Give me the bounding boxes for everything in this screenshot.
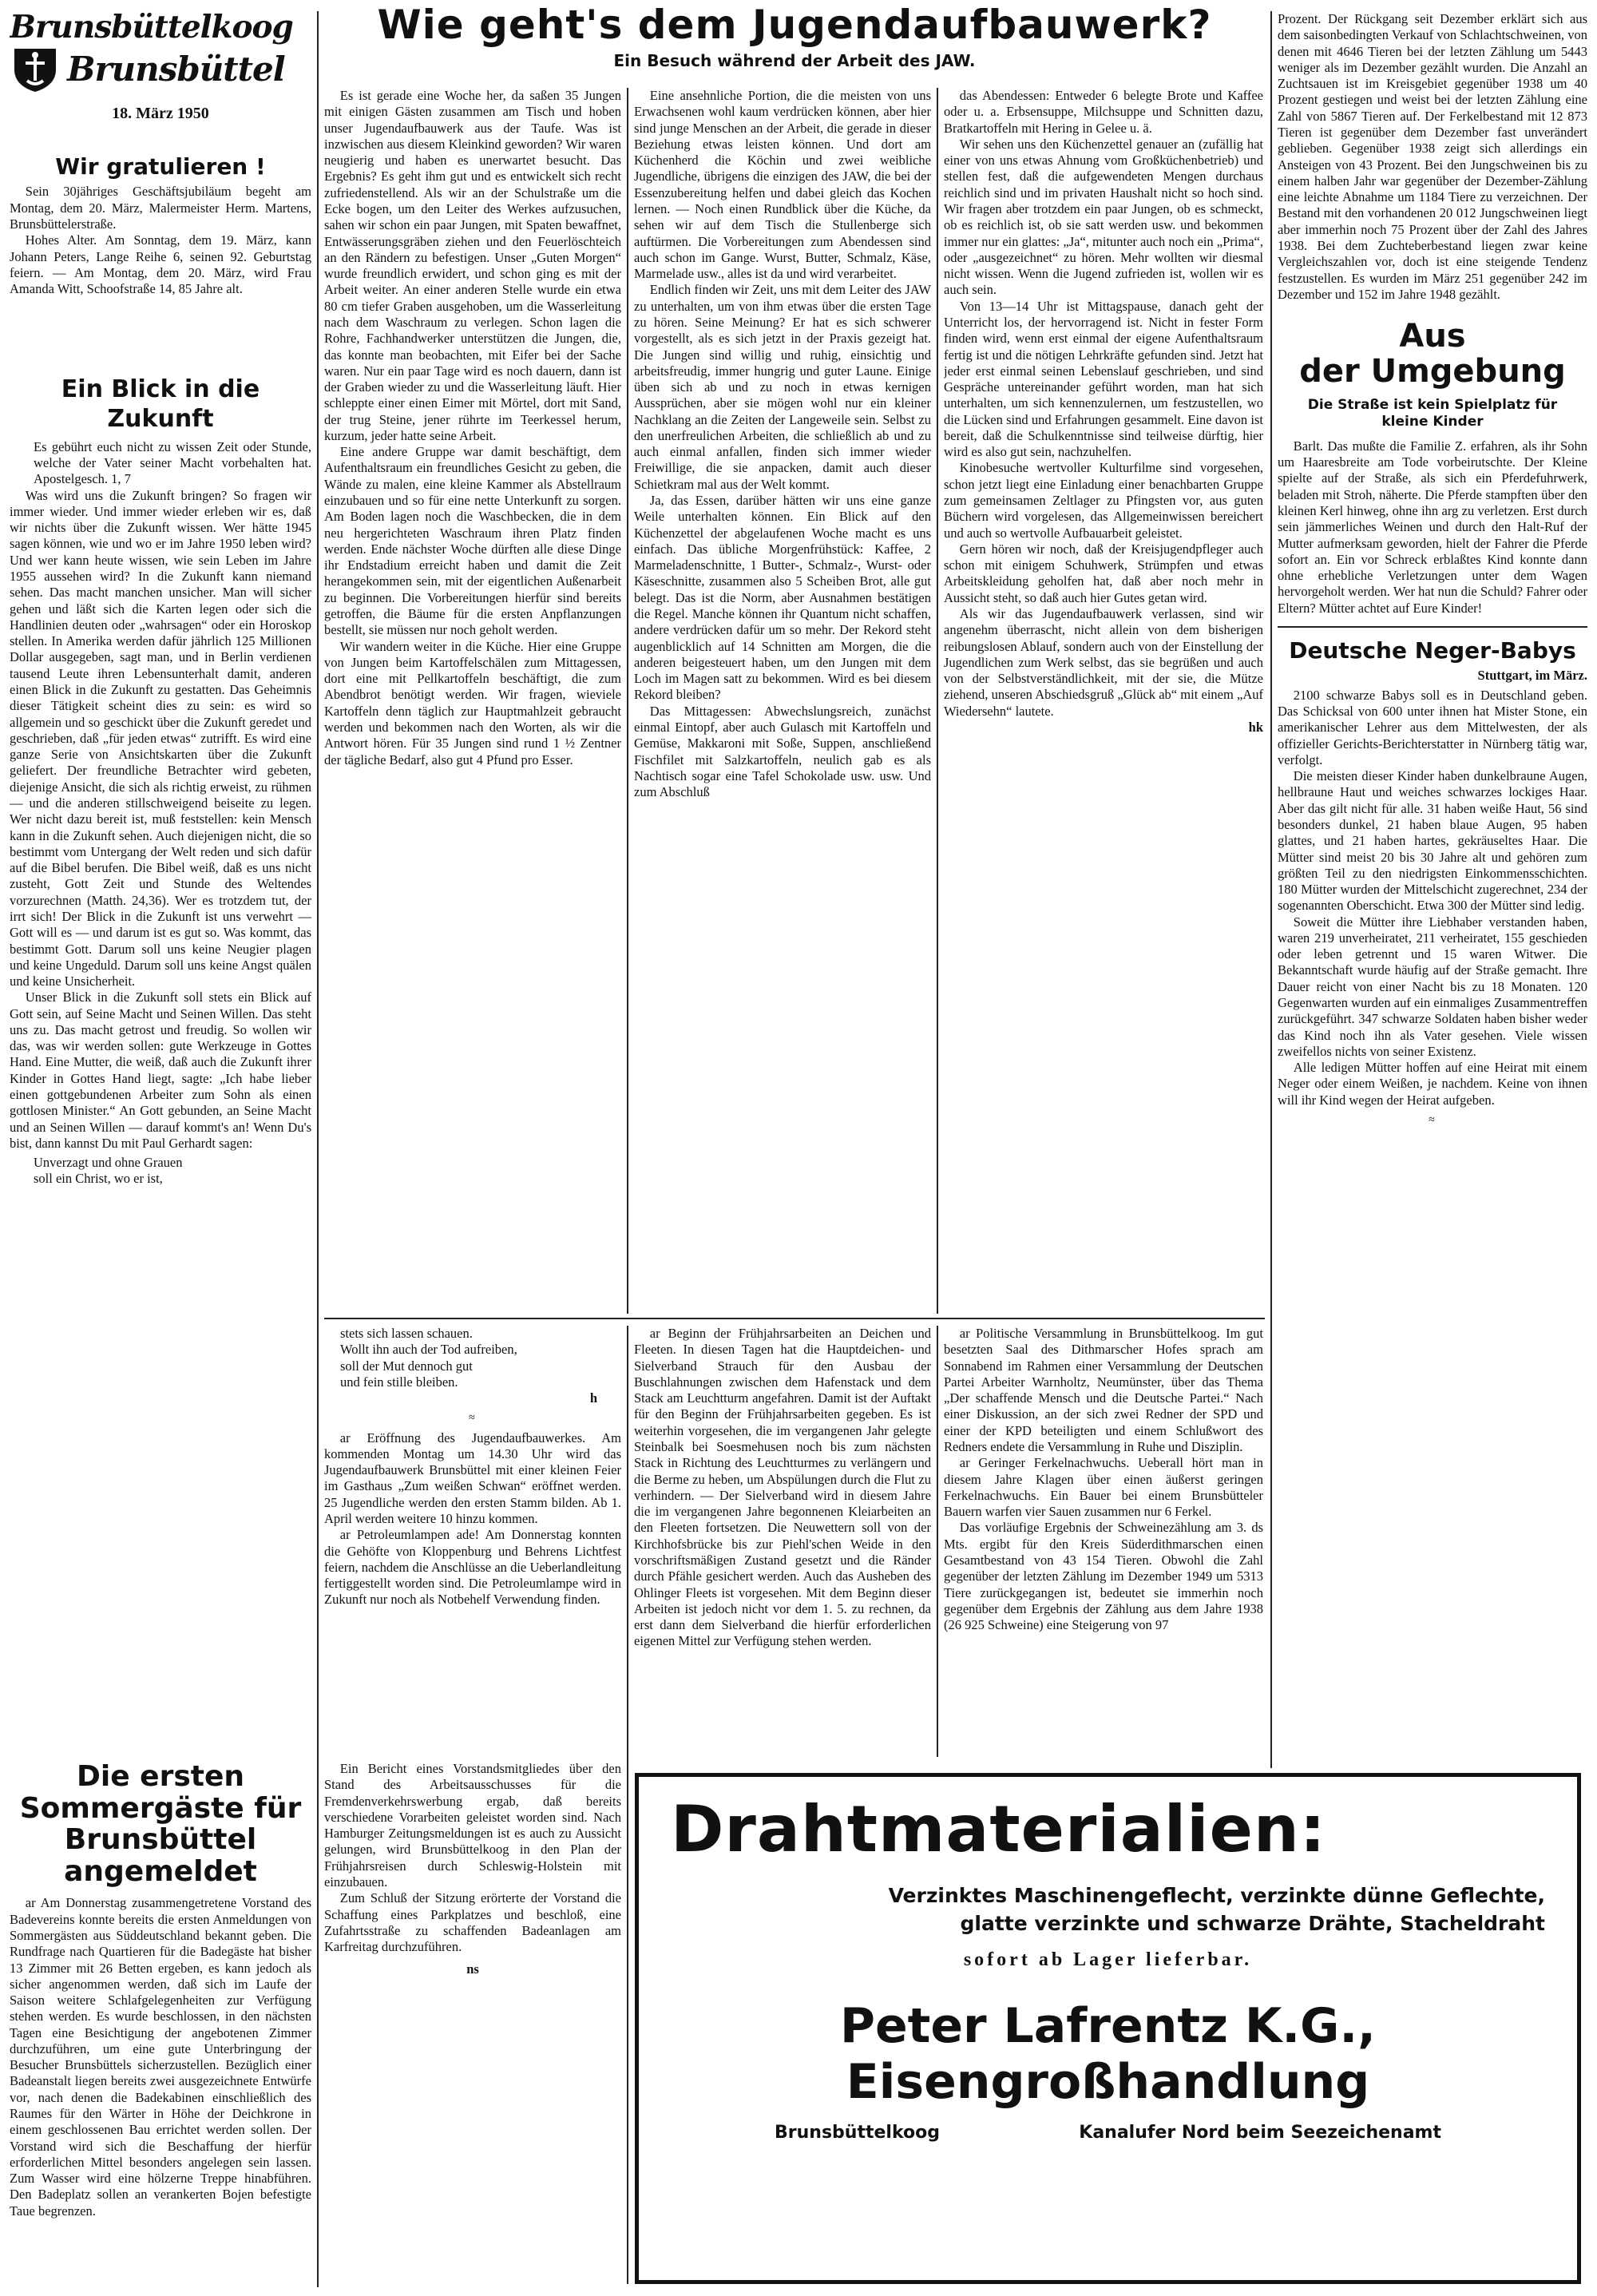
section-rule — [324, 1318, 1265, 1319]
petroleum-note: ar Petroleumlampen ade! Am Donnerstag konnten die Gehöfte von Kloppenburg und Behrens Lichtfest feiern, nachdem die Anschlüsse an die Ueberlandleitung fertiggestellt worden sind. Die Petroleumlampe wird in Zukunft nur noch als Notbehelf Verwendung finden. — [324, 1527, 621, 1608]
masthead-date: 18. März 1950 — [112, 104, 209, 122]
ad-line-2: glatte verzinkte und schwarze Drähte, Stacheldraht — [960, 1912, 1545, 1935]
ad-line-1: Verzinktes Maschinengeflecht, verzinkte dünne Geflechte, — [888, 1884, 1545, 1907]
poem-line: Wollt ihn auch der Tod aufreiben, — [340, 1342, 517, 1358]
jaw-paragraph: Eine ansehnliche Portion, die die meisten von uns Erwachsenen wohl kaum verdrücken können, aber hier sind junge Menschen an der Arbeit, die gerade in dieser Beziehung etwas leisten können. Und dort am Küchenherd die Köchin und zwei weibliche Jugendliche, übrigens die einzigen des JAW, die bei der Essenzubereitung helfen und dabei gleich das Kochen lernen. — Noch einen Rundblick über die Küche, da sehen wir auf dem Tisch die Stullenberge sich auftürmen. Die Vorbereitungen zum Abendessen sind auch schon im Gange. Wurst, Butter, Schmalz, Käse, Marmelade usw., alles ist da und wird verarbeitet. — [634, 88, 931, 282]
jaw-paragraph: Kinobesuche wertvoller Kulturfilme sind vorgesehen, schon jetzt liegt eine Einladung einer benachbarten Gruppe zum gemeinsamen Zeltlager zu Pfingsten vor, aus guten Büchern wird vorgelesen, das Allgemeinwissen bereichert und auch so wertvolle Aufbauarbeit geleistet. — [944, 460, 1263, 541]
poem-line: stets sich lassen schauen. — [340, 1326, 473, 1341]
summer-guests-paragraph-3: Zum Schluß der Sitzung erörterte der Vorstand die Schaffung eines Parkplatzes und beschloß, eine Zufahrtsstraße zu schaffenden Badeanlagen am Karfreitag durchzuführen. — [324, 1890, 621, 1955]
local-news-column-2 — [634, 1326, 931, 1757]
jaw-header — [324, 5, 1265, 83]
jaw-paragraph: Von 13—14 Uhr ist Mittagspause, danach geht der Unterricht los, der hervorragend ist. Nicht in fester Form finden wird, wenn erst einmal der eigene Aufenthaltsraum fertig ist und die nötigen Lehrkräfte gefunden sind. Jetzt hat jeder erst einmal seinen Lebenslauf geschrieben, und sind Gespräche untereinander geführt worden, man hat sich unterhalten, um sich kennenzulernen, um festzustellen, wo die Lücken sind und Erfahrungen gesammelt. Eine davon ist bereit, daß die Schulkenntnisse sind teilweise dürftig, hier wird es also gut sein, nachzuhelfen. — [944, 298, 1263, 460]
future-poem-start — [10, 1155, 311, 1188]
jaw-paragraph: Es ist gerade eine Woche her, da saßen 35 Jungen mit einigen Gästen zusammen am Tisch und hoben unser Jugendaufbauwerk aus der Taufe. Was ist inzwischen aus diesem Kleinkind geworden? Wir waren neugierig und haben es unerwartet besucht. Das Ergebnis? Es geht ihm gut und es entwickelt sich recht zufriedenstellend. Als wir an der Schulstraße um die Ecke bogen, um den Leiter des Werkes aufzusuchen, sahen wir schon ein paar Jungen, mit Spaten bewaffnet, Entwässerungsgräben ziehen und den Feuerlöschteich an den Rändern zu befestigen. Unser „Guten Morgen“ wurde freundlich erwidert, und schon ging es mit der Arbeit weiter. An einer anderen Stelle wurde ein etwa 80 cm tiefer Graben ausgehoben, um die Wasserleitung nach dem Waschraum zu verlegen. Schon lagen die Rohre, Fachhandwerker unterstützen die Jungen, die, das konnte man beobachten, mit Eifer bei der Sache waren. Nur ein paar Tage wird es noch dauern, dann ist der Graben wieder zu und die Wasserleitung läuft. Hier schleppte einer einen Eimer mit Mörtel, dort mit Sand, der trug Steine, jener rührte im Teerkessel herum, kurzum, jeder hatte seine Arbeit. — [324, 88, 621, 443]
babies-paragraph: Alle ledigen Mütter hoffen auf eine Heirat mit einem Neger oder einem Weißen, je nachdem. Keine von ihnen will ihr Kind wegen der Heirat aufgeben. — [1278, 1060, 1587, 1108]
summer-guests-paragraph-2: Ein Bericht eines Vorstandsmitgliedes über den Stand des Arbeitsausschusses für die Fremdenverkehrswerbung ergab, daß bereits verschiedene Vorarbeiten geleistet worden sind. Nach Hamburger Zeitungsmeldungen ist es auch zu Aussicht gelungen, wird Brunsbüttelkoog in den Plan der Frühjahrsreisen durch Schleswig-Holstein mit einzubauen. — [324, 1761, 621, 1890]
summer-guests-heading: Die ersten Sommergäste für Brunsbüttel angemeldet — [19, 1761, 302, 1888]
ad-company: Peter Lafrentz K.G., Eisengroßhandlung — [840, 1998, 1376, 2110]
masthead-line1: Brunsbüttelkoog — [10, 11, 293, 46]
babies-dateline: Stuttgart, im März. — [1477, 668, 1587, 684]
summer-guests-paragraph-1: ar Am Donnerstag zusammengetretene Vorstand des Badevereins konnte bereits die ersten Anmeldungen von Sommergästen aus Süddeutschland bekannt geben. Die Rundfrage nach Quartieren für die Badegäste hat bisher 13 Zimmer mit 26 Betten ergeben, es kann jedoch als sicher angenommen werden, daß sich im Laufe der Saison weitere Schlafgelegenheiten zur Verfügung stehen werden. Es wurde beschlossen, in den nächsten Tagen eine Besichtigung der angebotenen Zimmer durchzuführen, um eine gute Unterbringung der Besucher Brunsbüttels sicherzustellen. Bezüglich einer Badeanstalt liegen bereits zwei ausgezeichnete Entwürfe vor, nach denen die Badekabinen einschließlich des Raumes für den Wärter in Höhe der Deichkrone in einem geschlossenen Bau errichtet werden sollen. Der Vorstand wird sich die Beschaffung der hierfür erforderlichen Mittel besonders angelegen sein lassen. Zum Wasser wird eine hölzerne Treppe hinabführen. Den Badeplatz sollen an verankerten Bojen befestigte Taue begrenzen. — [10, 1895, 311, 2219]
column-rule — [1270, 11, 1272, 1768]
local-news-column-3 — [944, 1326, 1263, 1757]
jaw-paragraph: Endlich finden wir Zeit, uns mit dem Leiter des JAW zu unterhalten, um von ihm etwas über die ersten Tage zu hören. Seine Meinung? Er hat es sich schwerer vorgestellt, als es sich jetzt in der Praxis gezeigt hat. Die Jungen sind willig und ruhig, einsichtig und arbeitsfreudig, immer hungrig und guter Laune. Einige üben sich ab und zu noch in etwas kernigen Aussprüchen, aber sie mögen wohl nur ein kleiner Nachklang an die Zeiten der Langeweile sein. Selbst zu den unerfreulichen Arbeiten, die schließlich ab und zu auch einmal anfallen, finden sich immer wieder Freiwillige, die sie anpacken, damit auch dieser Schietkram mal aus der Welt kommt. — [634, 282, 931, 492]
future-heading: Ein Blick in die Zukunft — [61, 375, 260, 433]
jaw-paragraph: Als wir das Jugendaufbauwerk verlassen, sind wir angenehm überrascht, nicht allein von dem bisherigen reibungslosen Ablauf, sondern auch von der Einstellung der Jugendlichen zum Werk selbst, das sie begrüßen und auch von der Selbstverständlichkeit, mit der sie, die Mütze ziehend, unseren Abschiedsgruß „Glück ab“ mit einem „Auf Wiedersehn“ lautete. — [944, 606, 1263, 719]
advertisement — [635, 1773, 1581, 2284]
pig-census-continuation: Prozent. Der Rückgang seit Dezember erklärt sich aus dem saisonbedingten Verkauf von Schlachtschweinen, von denen mit 4646 Tieren bei der letzten Zählung um 5443 weniger als im Dezember gezählt wurden. Die Anzahl an Zuchtsauen ist im Kreisgebiet gegenüber 1938 um 40 Prozent gestiegen und weist bei der letzten Zählung eine Zahl von 5867 Tieren auf. Der Ferkelbestand mit 12 873 Tieren ist gegenüber dem Dezember fast unverändert geblieben. Gegenüber 1938 zeigt sich allerdings ein Ansteigen von 43 Prozent. Bei den Jungschweinen bis zu einem halben Jahr war gegenüber der Dezember-Zählung eine leichte Abnahme um 1184 Tiere zu verzeichnen. Der Bestand mit den vorhandenen 20 012 Jungschweinen liegt aber immerhin noch 75 Prozent über der Zahl des Jahres 1938. Bei dem Zuchteberbestand liegen zwar keine Vergleichszahlen vor, doch ist eine steigende Tendenz festzustellen. Es wurden im März 251 gegenüber 242 im Dezember und 152 im Jahre 1948 gezählt. — [1278, 11, 1587, 302]
masthead-line2: Brunsbüttel — [67, 49, 285, 89]
summer-guests-article — [10, 1761, 311, 2294]
column-rule — [627, 1326, 628, 2284]
jaw-paragraph: Wir sehen uns den Küchenzettel genauer an (zufällig hat einer von uns etwas Ahnung vom Großküchenbetrieb) und stellen fest, daß die aufgewendeten Mengen durchaus reichlich sind und im privaten Haushalt nicht so hoch sind. Wir fragen aber trotzdem ein paar Jungen, ob es schmeckt, ob es reichlich ist, ob sie satt werden usw. und bekommen immer nur ein glattes: „Ja“, mitunter auch noch ein „Prima“, oder „ausgezeichnet“ zu hören. Mehr wollten wir diesmal nicht wissen. Wenn die Jugend zufrieden ist, wollen wir es auch sein. — [944, 136, 1263, 298]
ad-title: Drahtmaterialien: — [671, 1792, 1326, 1866]
future-motto: Es gebührt euch nicht zu wissen Zeit oder Stunde, welche der Vater seiner Macht vorbehalten hat. Apostelgesch. 1, 7 — [34, 438, 311, 487]
column-rule — [627, 88, 628, 1314]
politics-note: ar Politische Versammlung in Brunsbüttelkoog. Im gut besetzten Saal des Dithmarscher Hofes sprach am Sonnabend im Rahmen einer Versammlung der Deutschen Partei Arbeiter Warnholtz, Neumünster, über das Thema „Der schaffende Mensch und die Deutsche Partei.“ Nach einer Diskussion, an der sich zwei Redner der SPD und einer der KPD beteiligten und einem Schlußwort des Redners endete die Versammlung in Ruhe und Disziplin. — [944, 1326, 1263, 1454]
opening-note: ar Eröffnung des Jugendaufbauwerkes. Am kommenden Montag um 14.30 Uhr wird das Jugendaufbauwerk Brunsbüttel mit einer kleinen Feier im Gasthaus „Zum weißen Schwan“ eröffnet werden. 25 Jugendliche werden den ersten Stamm bilden. Ab 1. April werden weitere 10 hinzu kommen. — [324, 1430, 621, 1527]
future-paragraph-1: Was wird uns die Zukunft bringen? So fragen wir immer wieder. Und immer wieder erleben wir es, daß wir nichts über die Zukunft wissen. Wer hätte 1945 sagen können, wie und wo er im Jahre 1950 leben wird? Und wer kann heute wissen, wie sein Leben im Jahre 1955 aussehen wird? In die Zukunft kann niemand sehen. Das macht manchen unsicher. Man will sicher gehen und läßt sich die Karten legen oder sich die Handlinien deuten oder „wahrsagen“ oder ein Horoskop stellen. In Amerika werden dafür jährlich 125 Millionen Dollar ausgegeben, sagt man, und in Berlin verdienen tausend Leute ihren Lebensunterhalt damit, anderen einen Blick in die Zukunft zu gestatten. Das Geheimnis dieser Tätigkeit scheint dies zu sein: es wird so allgemein und so geschickt über die Zukunft geredet und geschrieben, daß „für jeden etwas“ zutrifft. Es wird eine ganze Serie von Ansichtskarten über die Zukunft geliefert. Der freundliche Betrachter wird gebeten, diejenige Ansicht, die sich als richtig erweist, zu rühmen — und die anderen stillschweigend beiseite zu legen. Wer nicht dazu bereit ist, muß feststellen: kein Mensch kann in die Zukunft sehen. Auch diejenigen nicht, die so bestimmt vom Untergang der Welt reden und sich dafür auf die Bibel berufen. Die Bibel weiß, daß es uns nicht zusteht, Gott Zeit und Stunde des Weltendes vorzurechnen (Matth. 24,36). Wer es trotzdem tut, der irrt sich! Der Blick in die Zukunft ist uns verwehrt — Gott will es — und darum ist es gut so. Was kommt, das bestimmt Gott. Darum soll uns keine Neugier plagen und keine Ungeduld. Darum soll uns keine Angst quälen und keine Unsicherheit. — [10, 487, 311, 989]
local-news-column-1 — [324, 1326, 621, 1757]
poem-line: und fein stille bleiben. — [340, 1374, 458, 1390]
ad-address: Kanalufer Nord beim Seezeichenamt — [1079, 2123, 1441, 2143]
jaw-paragraph: Das Mittagessen: Abwechslungsreich, zunächst einmal Eintopf, aber auch Gulasch mit Kartoffeln und Gemüse, Makkaroni mit Soße, Suppen, anschließend Fischfilet mit Salzkartoffeln, neulich gab es als Nachtisch sogar eine Tafel Schokolade usw. usw. Und zum Abschluß — [634, 703, 931, 800]
congratulations-section — [10, 153, 311, 375]
congratulations-item-1: Sein 30jähriges Geschäftsjubiläum begeht am Montag, dem 20. März, Malermeister Herm. Martens, Brunsbüttelerstraße. — [10, 184, 311, 232]
piglet-note: ar Geringer Ferkelnachwuchs. Ueberall hört man in diesem Jahre Klagen über einen äußerst geringen Ferkelnachwuchs. Ein Bauer bei einem Brunsbütteler Bauern warfen vier Sauen zusammen nur 6 Ferkel. — [944, 1455, 1263, 1520]
babies-heading: Deutsche Neger-Babys — [1289, 636, 1576, 664]
section-rule — [1278, 626, 1587, 628]
babies-paragraph: 2100 schwarze Babys soll es in Deutschland geben. Das Schicksal von 600 unter ihnen hat Mister Stone, ein amerikanischer Lehrer aus dem Mittelwesten, der als offizieller Gerichts-Berichterstatter in Nürnberg tätig war, verfolgt. — [1278, 687, 1587, 767]
separator-ornament: ≈ — [469, 1412, 477, 1425]
poem-line: Unverzagt und ohne Grauen — [34, 1155, 183, 1171]
jaw-paragraph: das Abendessen: Entweder 6 belegte Brote und Kaffee oder u. a. Erbsensuppe, Milchsuppe und Schnitten dazu, Bratkartoffeln mit Hering in Gelee u. ä. — [944, 88, 1263, 136]
jaw-paragraph: Eine andere Gruppe war damit beschäftigt, dem Aufenthaltsraum ein freundliches Gesicht zu geben, die Wände zu malen, eine kleine Kammer als Abstellraum einzubauen und so für eine nette Unterkunft zu sorgen. Am Boden lagen noch die Waschbecken, die in dem neu hergerichteten Waschraum ihren Platz finden werden. Ende nächster Woche dürften alle diese Dinge ihr Endstadium erreicht haben und damit die Zeit herangekommen sein, mit der eigentlichen Außenarbeit zu beginnen. Die Vorbereitungen hierfür sind bereits getroffen, die Bäume für die ersten Anpflanzungen bestellt, sie müssen nur noch geholt werden. — [324, 444, 621, 638]
footer-mark: ns — [466, 1961, 479, 1977]
surroundings-heading-2: der Umgebung — [1299, 353, 1566, 391]
jaw-column-1 — [324, 88, 621, 1314]
surroundings-paragraph: Barlt. Das mußte die Familie Z. erfahren, als ihr Sohn um Haaresbreite am Tode vorbeirutschte. Der Kleine spielte auf der Straße, als sich ein Pferdefuhrwerk, beladen mit Stroh, näherte. Die Pferde stampften über den kleinen Kerl hinweg, ohne ihn arg zu verletzen. Erst durch sein jämmerliches Weinen und durch den Halt-Ruf der Mutter aufmerksam geworden, hielt der Fahrer die Pferde sofort an. Ein vor Schreck erblaßtes Kind konnte dann ohne erhebliche Verletzungen unter dem Wagen hervorgeholt werden. Wer hat nun die Schuld? Fahrer oder Eltern? Mütter achtet auf Eure Kinder! — [1278, 438, 1587, 616]
separator-ornament: ≈ — [1429, 1114, 1437, 1126]
jaw-paragraph: Wir wandern weiter in die Küche. Hier eine Gruppe von Jungen beim Kartoffelschälen zum Mittagessen, dort eine mit Pellkartoffeln beschäftigt, die zum Abendbrot benötigt werden. Wir fragen, wieviele Kartoffeln denn täglich zur Hauptmahlzeit gebraucht werden und bekommen nach den Worten, als wir die Antwort hören. Für 35 Jungen sind rund 1 ½ Zentner der tägliche Bedarf, also gut 4 Pfund pro Esser. — [324, 638, 621, 767]
right-column — [1278, 11, 1587, 1768]
jaw-column-2 — [634, 88, 931, 1314]
future-article — [10, 375, 311, 1529]
future-paragraph-2: Unser Blick in die Zukunft soll stets ein Blick auf Gott sein, auf Seine Macht und Seinen Willen. Das steht uns zu. Das macht getrost und freudig. So wollen wir das, was wir werden sollen: gute Werkzeuge in Gottes Hand. Eine Mutter, die weiß, daß auch die Zukunft ihrer Kinder in Gottes Hand liegt, sagte: „Ich habe lieber einen gottgebundenen Arbeiter zum Sohn als einen gottlosen Minister.“ An Gott gebunden, an Seine Macht und an Seinen Willen — darauf kommt's an! Wenn Du's bist, dann kannst Du mit Paul Gerhardt sagen: — [10, 989, 311, 1151]
dike-works-note: ar Beginn der Frühjahrsarbeiten an Deichen und Fleeten. In diesen Tagen hat die Hauptdeichen- und Sielverband Strauch für den Ausbau der Buschlahnungen zwischen dem Hafenstack und dem Stack am Leuchtturm angefahren. Damit ist der Auftakt für den Beginn der Frühjahrsarbeiten gegeben. Es ist weiterhin vorgesehen, die im vergangenen Jahr gelegte Steinbalk bei Soesmehusen noch bis zum nächsten Stack in Richtung des Leuchtturmes zu verlängern und die Berme zu heben, um Abspülungen durch die Flut zu verhindern. — Der Sielverband wird in diesem Jahre die im vergangenen Jahre begonnenen Kleiarbeiten an den Fleeten fortsetzen. Die Neuwettern soll von der Kirchhofsbrücke bis zur Piehl'schen Weide in den vorschriftsmäßigen Zustand gesetzt und die Ränder durch Pfähle gesichert werden. Auch das Ausheben des Ohlinger Fleets ist vorgesehen. Mit dem Beginn dieser Arbeiten ist jedoch nicht vor dem 1. 5. zu rechnen, da erst dann dem Sielverband die hierfür erforderlichen eigenen Mittel zur Verfügung stehen werden. — [634, 1326, 931, 1649]
column-rule — [937, 88, 938, 1314]
masthead — [10, 11, 311, 139]
congratulations-heading: Wir gratulieren ! — [55, 153, 266, 180]
jaw-signature: hk — [1248, 719, 1263, 735]
surroundings-heading-1: Aus — [1399, 318, 1466, 355]
jaw-heading: Wie geht's dem Jugendaufbauwerk? — [377, 5, 1212, 48]
column-rule — [937, 1326, 938, 1757]
column-rule — [317, 11, 319, 2287]
babies-paragraph: Die meisten dieser Kinder haben dunkelbraune Augen, hellbraune Haut und weiches schwarzes lockiges Haar. Aber das gilt nicht für alle. 31 haben weiße Haut, 56 sind besonders dunkel, 21 haben blaue Augen, 95 haben glattes, und 21 haben hartes, gekräuseltes Haar. Die Mütter sind meist 20 bis 30 Jahre alt und gehören zum größten Teil zu den niedrigsten Einkommensschichten. 180 Mütter wurden der Mittelschicht zugerechnet, 234 der sogenannten Oberschicht. Etwa 300 der Mütter sind ledig. — [1278, 768, 1587, 914]
local-news-column-1-lower — [324, 1761, 621, 2292]
surroundings-subheading: Die Straße ist kein Spielplatz für kleine Kinder — [1307, 397, 1558, 430]
coat-of-arms-icon — [10, 46, 61, 93]
poem-line: soll ein Christ, wo er ist, — [34, 1171, 163, 1187]
pig-census-note: Das vorläufige Ergebnis der Schweinezählung am 3. ds Mts. ergibt für den Kreis Süderdithmarschen einen Gesamtbestand von 43 154 Tieren. Obwohl die Zahl gegenüber der letzten Zählung im Dezember 1949 um 5313 Tiere zurückgegangen ist, bedeutet sie immerhin noch gegenüber dem Ergebnis der Zählung aus dem Jahre 1938 (26 925 Schweine) eine Steigerung von 97 — [944, 1520, 1263, 1633]
jaw-paragraph: Gern hören wir noch, daß der Kreisjugendpfleger auch schon mit einigem Schuhwerk, Strümpfen und etwas Arbeitskleidung geholfen hat, daß aber noch mehr in Aussicht steht, so daß auch hier Gutes getan wird. — [944, 541, 1263, 605]
congratulations-item-2: Hohes Alter. Am Sonntag, dem 19. März, kann Johann Peters, Lange Reihe 6, seinen 92. Geburtstag feiern. — Am Montag, dem 20. März, wird Frau Amanda Witt, Schoofstraße 14, 85 Jahre alt. — [10, 232, 311, 297]
jaw-subheading: Ein Besuch während der Arbeit des JAW. — [613, 51, 976, 70]
poem-continuation — [324, 1326, 621, 1406]
jaw-paragraph: Ja, das Essen, darüber hätten wir uns eine ganze Weile unterhalten können. Ein Blick auf den Küchenzettel der abgelaufenen Woche macht es uns einfach. Das übliche Morgenfrühstück: Kaffee, 2 Marmeladenschnitte, 1 Butter-, Schmalz-, Wurst- oder Käseschnitte, zusammen also 5 Scheiben Brot, alle gut belegt. Das ist die Norm, aber Ausnahmen bestätigen die Regel. Manche können ihr Quantum nicht schaffen, andere verdrücken dafür um so mehr. Der Rekord steht augenblicklich auf 14 Schnitten am Morgen, die die anderen beigesteuert haben, um den Jungen mit dem Loch im Magen satt zu bekommen. Wird es bei diesem Rekord bleiben? — [634, 493, 931, 703]
ad-place: Brunsbüttelkoog — [775, 2123, 940, 2143]
jaw-column-3 — [944, 88, 1263, 1314]
poem-signature: h — [589, 1390, 597, 1406]
ad-line-3: sofort ab Lager lieferbar. — [963, 1949, 1253, 1970]
poem-line: soll der Mut dennoch gut — [340, 1358, 473, 1374]
babies-paragraph: Soweit die Mütter ihre Liebhaber verstanden haben, waren 219 unverheiratet, 211 verheiratet, 155 geschieden oder leben getrennt und 15 waren Witwer. Die Bekanntschaft wurde häufig auf der Straße gemacht. Ihre Dauer reicht von einer Nacht bis zu 18 Monaten. 120 Gegenwarten wurden auf ein einmaliges Zusammentreffen zurückgeführt. 347 schwarze Soldaten haben bisher weder das Kind noch ihn als Vater gesehen. Viele wissen zweifellos nichts von seiner Existenz. — [1278, 914, 1587, 1059]
